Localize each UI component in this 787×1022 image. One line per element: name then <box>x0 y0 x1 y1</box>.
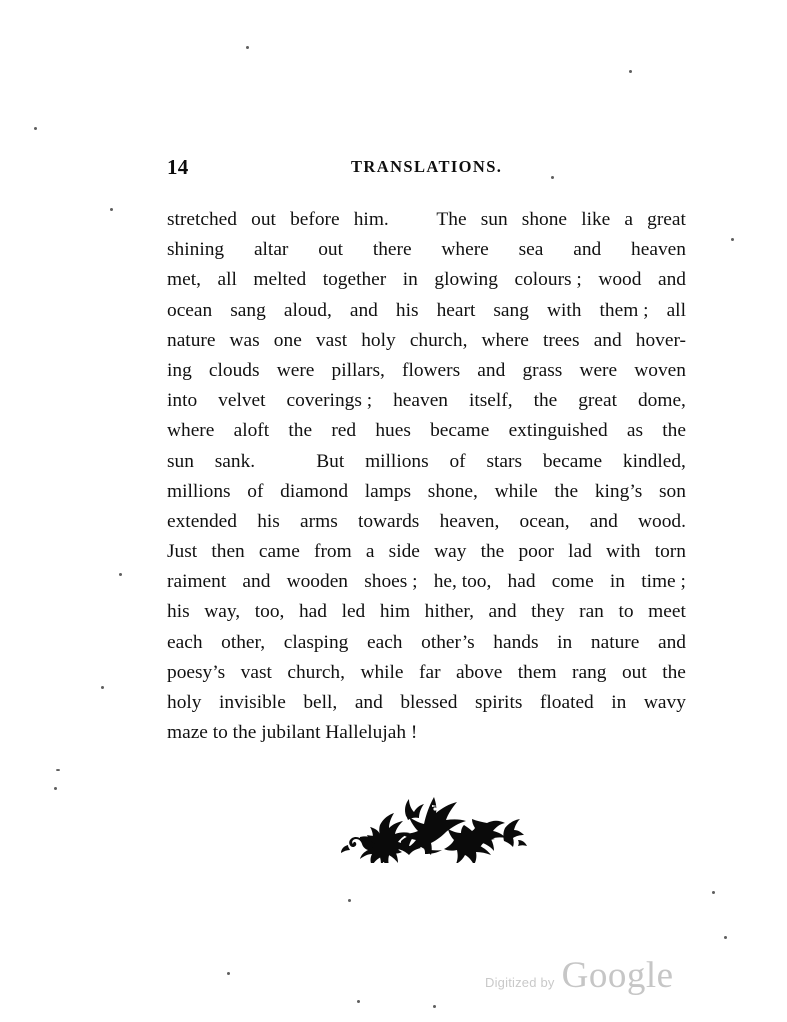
body-word: far <box>419 661 441 683</box>
body-word: ran <box>579 601 604 623</box>
body-word: lad <box>568 541 592 563</box>
scan-speck <box>227 972 230 975</box>
body-word: the <box>480 541 505 563</box>
body-word: shone <box>521 209 568 230</box>
body-line <box>167 507 686 537</box>
body-word: vast <box>240 661 272 683</box>
body-word: way, <box>204 601 241 623</box>
body-word: his <box>257 510 280 532</box>
body-word: with <box>546 299 582 321</box>
body-word: kindled, <box>622 450 686 472</box>
body-line <box>167 356 686 386</box>
body-word: and <box>658 631 686 653</box>
body-word: floated <box>539 692 594 713</box>
body-line <box>167 628 686 658</box>
body-word: there <box>372 239 412 261</box>
body-word: king’s <box>594 480 643 502</box>
body-word: where <box>167 420 215 442</box>
body-word: heaven <box>393 390 448 412</box>
body-word: holy <box>361 329 396 351</box>
body-word: spirits <box>474 692 523 713</box>
running-head <box>167 155 685 181</box>
body-word: red <box>331 420 357 442</box>
body-word: sea <box>518 239 544 261</box>
body-word: each <box>366 631 403 653</box>
body-word: extended <box>167 510 237 532</box>
body-word: clouds <box>208 359 260 381</box>
body-word: church, <box>287 661 345 683</box>
scan-speck <box>110 208 113 211</box>
body-word: in <box>611 692 627 713</box>
body-word: and <box>657 269 686 291</box>
body-word: rang <box>572 661 607 683</box>
body-word: too, <box>254 601 285 623</box>
body-word: he, too, <box>433 571 492 593</box>
body-word: became <box>430 420 490 442</box>
body-line <box>167 477 686 507</box>
body-word: all <box>217 269 237 291</box>
body-word: sang <box>493 299 529 321</box>
body-word: blessed <box>400 692 458 713</box>
body-word: millions <box>365 450 429 472</box>
body-word: was <box>229 329 260 351</box>
body-word: and <box>349 299 378 321</box>
body-word: time ; <box>641 571 686 593</box>
body-word: where <box>441 239 489 261</box>
body-word: son <box>658 480 686 502</box>
scan-speck <box>731 238 734 241</box>
body-word: hither, <box>424 601 474 623</box>
body-word: arms <box>300 510 338 532</box>
body-word: led <box>341 601 366 623</box>
body-word: all <box>666 299 686 321</box>
body-word: and <box>242 571 271 593</box>
body-word: extinguished <box>508 420 608 442</box>
body-word: towards <box>357 510 420 532</box>
body-word: out <box>318 239 343 261</box>
body-word: diamond <box>280 480 349 502</box>
sentence-gap <box>276 447 295 477</box>
body-word: dome, <box>637 390 686 412</box>
body-word: coverings ; <box>286 390 373 412</box>
body-word: out <box>251 209 276 230</box>
body-word: in <box>557 631 573 653</box>
body-word: where <box>481 329 529 351</box>
scan-speck <box>54 787 57 790</box>
scan-speck <box>56 769 60 771</box>
body-word: met, <box>167 269 201 291</box>
body-word: became <box>542 450 603 472</box>
body-line <box>167 205 686 235</box>
body-word: came <box>258 541 300 563</box>
body-word: and <box>589 510 618 532</box>
body-line <box>167 296 686 326</box>
body-word: above <box>456 661 503 683</box>
body-word: wooden <box>286 571 349 593</box>
body-word: great <box>578 390 617 412</box>
body-word: each <box>167 631 203 653</box>
body-word: while <box>494 480 538 502</box>
scan-speck <box>348 899 351 902</box>
body-word: flowers <box>402 359 461 381</box>
body-word: together <box>322 269 387 291</box>
body-word: a <box>624 209 634 230</box>
body-word: way <box>434 541 467 563</box>
body-word: from <box>314 541 352 563</box>
page-number: 14 <box>167 155 189 179</box>
body-line: maze to the jubilant Hallelujah ! <box>167 722 418 744</box>
body-word: had <box>507 571 536 593</box>
body-word: side <box>388 541 420 563</box>
body-word: the <box>662 420 686 442</box>
body-word: But <box>316 450 345 472</box>
scan-speck <box>34 127 37 130</box>
body-word: shoes ; <box>364 571 418 593</box>
body-word: the <box>288 420 313 442</box>
body-line <box>167 658 686 688</box>
body-word: trees <box>542 329 580 351</box>
body-word: sun <box>480 209 508 230</box>
body-word: aloud, <box>283 299 332 321</box>
body-word: the <box>554 480 579 502</box>
body-word: grass <box>522 359 563 381</box>
body-word: ocean, <box>519 510 570 532</box>
body-word: in <box>402 269 418 291</box>
body-word: vast <box>315 329 348 351</box>
body-word: the <box>533 390 558 412</box>
body-word: and <box>477 359 506 381</box>
body-word: as <box>626 420 644 442</box>
body-line <box>167 235 686 265</box>
body-word: they <box>531 601 565 623</box>
body-word: were <box>579 359 618 381</box>
body-word: to <box>618 601 634 623</box>
body-word: hover- <box>635 329 686 351</box>
body-word: while <box>360 661 404 683</box>
body-word: out <box>621 661 647 683</box>
body-word: heart <box>436 299 476 321</box>
scan-speck <box>724 936 727 939</box>
body-word: hues <box>375 420 411 442</box>
body-word: wavy <box>643 692 686 713</box>
body-word: them <box>517 661 557 683</box>
body-word: heaven, <box>439 510 500 532</box>
body-line <box>167 416 686 446</box>
scan-speck <box>629 70 632 73</box>
scan-speck <box>357 1000 360 1003</box>
google-watermark <box>485 957 674 1003</box>
body-word: sun <box>167 450 194 472</box>
scan-speck <box>101 686 104 689</box>
body-word: glowing <box>434 269 498 291</box>
running-head-title: TRANSLATIONS. <box>351 157 503 176</box>
body-word: wood. <box>638 510 686 532</box>
body-word: ing <box>167 359 192 381</box>
body-word: torn <box>654 541 686 563</box>
body-word: heaven <box>631 239 686 261</box>
body-word: lamps <box>364 480 412 502</box>
body-word: other’s <box>421 631 475 653</box>
body-word: with <box>606 541 641 563</box>
body-word: him <box>379 601 411 623</box>
body-word: had <box>298 601 327 623</box>
body-text-block <box>167 205 686 748</box>
body-line <box>167 688 686 718</box>
body-word: a <box>365 541 375 563</box>
body-line <box>167 567 686 597</box>
body-word: then <box>211 541 245 563</box>
body-word: Just <box>167 541 198 563</box>
body-word: aloft <box>233 420 270 442</box>
body-word: of <box>449 450 466 472</box>
body-word: great <box>647 209 686 230</box>
body-word: his <box>167 601 190 623</box>
body-word: poor <box>518 541 554 563</box>
body-word: nature <box>167 329 216 351</box>
body-word: into <box>167 390 198 412</box>
body-word: meet <box>648 601 686 623</box>
scan-speck <box>433 1005 436 1008</box>
body-word: shining <box>167 239 225 261</box>
body-word: were <box>276 359 315 381</box>
body-word: stars <box>486 450 523 472</box>
body-word: holy <box>167 692 202 713</box>
body-word: wood <box>598 269 642 291</box>
body-word: other, <box>221 631 266 653</box>
body-word: altar <box>253 239 289 261</box>
body-word: poesy’s <box>167 661 226 683</box>
body-word: them ; <box>599 299 649 321</box>
body-word: woven <box>634 359 686 381</box>
body-word: the <box>662 661 686 683</box>
body-word: clasping <box>283 631 349 653</box>
scan-speck <box>712 891 715 894</box>
body-word: pillars, <box>331 359 385 381</box>
body-word: itself, <box>468 390 513 412</box>
body-word: and <box>354 692 383 713</box>
body-line <box>167 386 686 416</box>
scan-speck <box>246 46 249 49</box>
body-word: of <box>247 480 264 502</box>
body-line <box>167 537 686 567</box>
body-word: stretched <box>167 209 237 230</box>
body-word: him. <box>353 209 389 230</box>
watermark-brand: Google <box>561 955 674 996</box>
body-word: ocean <box>167 299 213 321</box>
body-word: before <box>290 209 340 230</box>
body-word: velvet <box>218 390 266 412</box>
sentence-gap <box>403 205 422 235</box>
body-word: The <box>436 209 467 230</box>
body-word: and <box>593 329 622 351</box>
body-word: sang <box>230 299 266 321</box>
body-line <box>167 265 686 295</box>
body-word: in <box>609 571 625 593</box>
body-line <box>167 597 686 627</box>
body-word: colours ; <box>514 269 582 291</box>
body-word: nature <box>590 631 640 653</box>
body-word: and <box>573 239 602 261</box>
body-word: invisible <box>219 692 286 713</box>
body-line <box>167 447 686 477</box>
body-line <box>167 326 686 356</box>
body-word: melted <box>253 269 307 291</box>
body-word: sank. <box>214 450 256 472</box>
body-word: millions <box>167 480 231 502</box>
body-word: raiment <box>167 571 227 593</box>
floral-bird-ornament <box>322 783 532 863</box>
body-word: church, <box>409 329 468 351</box>
body-word: shone, <box>427 480 478 502</box>
body-word: bell, <box>303 692 338 713</box>
body-word: like <box>581 209 611 230</box>
body-word: one <box>273 329 302 351</box>
scan-speck <box>551 176 554 179</box>
body-word: hands <box>493 631 539 653</box>
body-word: come <box>551 571 594 593</box>
watermark-prefix: Digitized by <box>485 975 555 990</box>
body-word: his <box>395 299 419 321</box>
scan-speck <box>119 573 122 576</box>
body-word: and <box>488 601 517 623</box>
